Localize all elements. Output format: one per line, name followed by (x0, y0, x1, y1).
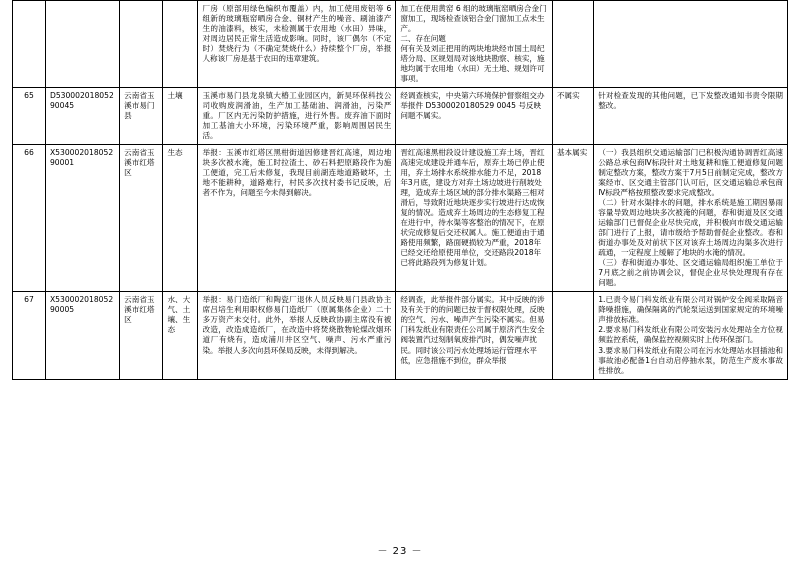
cell-content (198, 292, 396, 379)
cell-no: 66 (13, 145, 46, 292)
inspection-case-table (12, 0, 788, 380)
remark-paragraph: 2.要求易门科发纸业有限公司安装污水处理站全方位视频监控系统，确保监控视频实时上传环保部门。 (598, 325, 783, 345)
remark-paragraph: （三）春和街道办事处、区交通运输局组织施工单位于7月底之前之前协调会议，督促企业尽快处理现有存在问题。 (598, 258, 783, 288)
remark-paragraph: 3.要求易门科发纸业有限公司在污水处理站水回插池和事故池必配备1台自动启停抽水泵，防范生产废水事故性排放。 (598, 345, 783, 375)
cell-content (198, 145, 396, 292)
cell-region: 云南省玉溪市易门县 (120, 88, 163, 145)
cell-result (396, 1, 553, 88)
cell-remark (594, 292, 788, 379)
cell-result (396, 88, 553, 145)
page-number: － 23 － (377, 546, 423, 557)
cell-handle (552, 292, 593, 379)
remark-paragraph: 1.已责令易门科发纸业有限公司对锅炉安全阀采取隔音降噪措施，确保隔离的汽轮泵运送到国家规定的环境噪声排放标准。 (598, 295, 783, 325)
cell-no (13, 1, 46, 88)
table-row (13, 145, 788, 292)
cell-code: X530002018052 90001 (45, 145, 119, 292)
table-row (13, 88, 788, 145)
cell-content (198, 88, 396, 145)
remark-paragraph: （二）针对水渠排水的问题，排水系统是施工期因暴雨容量导致周边地块多次被淹的问题，春和街道及区交通运输部门已督促企业尽快完成，并积极向市级交通运输部门进行了上报，请市级给予帮助督促企业整改。春和街道办事处及对前状下区对该弃土场周边沟渠多次进行疏通，一定程度上缓解了地块的水淹的情况。 (598, 198, 783, 258)
cell-code: X530002018052 90005 (45, 292, 119, 379)
result-paragraph: 晋红高速黑柑段设计建设施工弃土场，晋红高速完成建设并通车后，原弃土场已停止使用，弃土场排水系统排水能力不足，2018年3月底，建设方对弃土场边坡进行削坡处理，造成弃土场区域的部分排水渠路三相对滑后，导致附近地块逐步实行坡进行达成恢复的情况。造成弃土场周边的生态修复工程在进行中，待水渠等客整治的情况下，在原状完成修复后交还权属人。施工便道由于通路使用频繁，路面硬损较为严重，2018年已经交还给原使用单位，交还路段2018年已将此路段列为修复计划。 (400, 148, 545, 268)
cell-content (198, 1, 396, 88)
cell-code: D530002018052 90045 (45, 88, 119, 145)
content-paragraph: 举报：易门造纸厂和陶瓷厂退休人员反映易门县政协主席吕培生利用职权修易门造纸厂（原属集体企业）二十多万资产未交付。此外，举报人反映政协副主席没有被改造，改造成造纸厂，在改造中将焚烧散物轮煤改烟环道厂有烧有，造成浦川井区空气、噪声、污水严重污染。举报人多次向县环保局反映，未得到解决。 (202, 295, 392, 355)
cell-region: 云南省玉溪市红塔区 (120, 292, 163, 379)
cell-type: 土壤 (163, 88, 198, 145)
content-paragraph: 厂房（原部用绿色编织布覆盖）内，加工使用废铝等 6 组新的玻璃瓶窑晒房合金、铜材产生的噪音、刷油漆产生的油漆料，核实，未检测属于农用地（水田）异味，对周边居民正常生活造成影响。同时，该厂偶尔（不定时）焚烧行为（不确定焚烧什么）持续整个厂房，举报人称该厂房是基于农田的违章建筑。 (202, 4, 392, 64)
cell-remark (594, 145, 788, 292)
cell-remark: 针对检查发现的其他问题，已下发整改通知书责令限期整改。 (594, 88, 788, 145)
cell-result (396, 292, 553, 379)
cell-handle (552, 1, 593, 88)
cell-result (396, 145, 553, 292)
cell-no: 67 (13, 292, 46, 379)
table-row (13, 1, 788, 88)
result-paragraph: 经调查核实，中央第六环境保护督察组交办举报件 D5300020180529 0045 号反映问题不属实。 (400, 91, 545, 121)
cell-handle: 基本属实 (552, 145, 593, 292)
cell-handle: 不属实 (552, 88, 593, 145)
content-paragraph: 玉溪市易门县龙泉镇大椿工业园区内，新昊环保科技公司收购废润滑油，生产加工基础油、润滑油，污染严重。厂区内无污染防护措施，进行外售。废弃油下面时加工基油大小环境，污染环境严重，影响周围居民生活。 (202, 91, 392, 141)
result-paragraph: 经调查，此举报件部分属实。其中反映的涉及有关于的的问题已按于督权限处理，反映的空气、污水、噪声产生污染不属实。但易门科发纸业有限责任公司属于原济汽生安全阀装置汽过刻制氧废排汽时，偶发噪声扰民。同时该公司污水处理场运行管理水平低，应急措施不到位，群众举报 (400, 295, 545, 365)
cell-type (163, 1, 198, 88)
result-paragraph: 二、存在问题 (400, 34, 446, 44)
table-row (13, 292, 788, 379)
cell-region (120, 1, 163, 88)
remark-paragraph: （一）我县组织交通运输部门已积极沟通协调晋红高速公路总承包商Ⅳ标段针对土地复耕和施工便道修复问题制定整改方案，整改方案于7月5日前制定完成，整改方案经市、区交通主管部门认可后，区交通运输总承包商Ⅳ标段严格按照整改要求完成整改。 (598, 148, 783, 198)
result-paragraph: 何有关及刘正把用的两块地块经市国土局纪塔分局、区规划局对该地块勘察、核实，施地均属于农用地（水田）无土地、规划许可事项。 (400, 44, 545, 84)
result-paragraph: 加工在使用黄窑 6 组的玻璃瓶窑晒房合金门窗加工，现场检查该铝合金门窗加工点未生产。 (400, 4, 547, 34)
cell-region: 云南省玉溪市红塔区 (120, 145, 163, 292)
content-paragraph: 举报：玉溪市红塔区黑柑街道因修建晋红高速，周边地块多次被水淹，施工时拉渣土、砂石料把原路段作为施工便道，完工后未修复，我现目前湖连地道路破坏，土地不能耕种，道路难行，村民多次找村委书记反映，后者不作为，问题至今未得到解决。 (202, 148, 392, 198)
cell-type: 水、大气、土壤、生态 (163, 292, 198, 379)
cell-code (45, 1, 119, 88)
cell-type: 生态 (163, 145, 198, 292)
cell-remark (594, 1, 788, 88)
cell-no: 65 (13, 88, 46, 145)
